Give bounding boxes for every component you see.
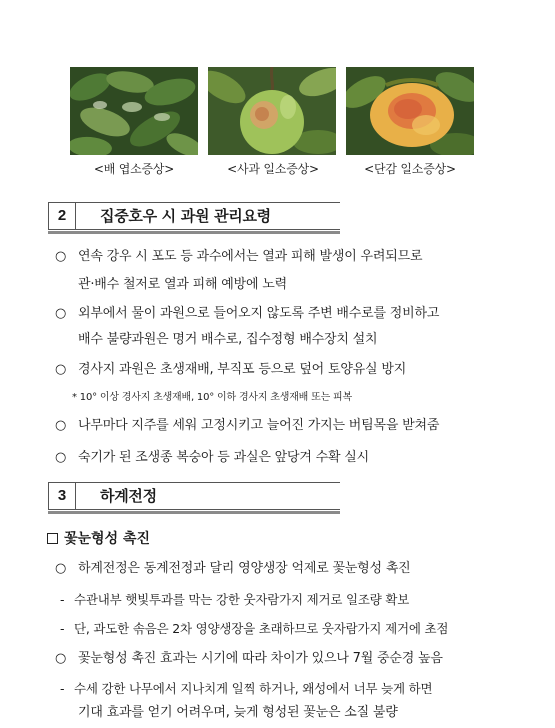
pear-leaf-photo bbox=[70, 67, 198, 155]
dash-mark: - bbox=[60, 592, 65, 607]
section-3-header bbox=[48, 482, 340, 512]
section-underline bbox=[48, 511, 340, 514]
dash-item bbox=[60, 676, 432, 702]
list-item-text: 외부에서 물이 과원으로 들어오지 않도록 주변 배수로를 정비하고 bbox=[78, 306, 440, 321]
dash-mark: - bbox=[60, 681, 65, 696]
section-underline bbox=[48, 231, 340, 234]
persimmon-sunburn-photo bbox=[346, 67, 474, 155]
subheading bbox=[47, 528, 150, 548]
dash-item bbox=[60, 616, 448, 642]
section-title: 집중호우 시 과원 관리요령 bbox=[76, 202, 340, 230]
list-item-text: 나무마다 지주를 세워 고정시키고 늘어진 가지는 버팀목을 받쳐줌 bbox=[78, 418, 440, 433]
dash-item-text: 단, 과도한 솎음은 2차 영양생장을 초래하므로 웃자람가지 제거에 초점 bbox=[74, 621, 449, 636]
subheading-text: 꽃눈형성 촉진 bbox=[64, 531, 151, 547]
dash-item-text: 수세 강한 나무에서 지나치게 일찍 하거나, 왜성에서 너무 늦게 하면 bbox=[74, 681, 433, 696]
bullet-circle-icon: ○ bbox=[55, 249, 67, 264]
bullet-circle-icon: ○ bbox=[55, 306, 67, 321]
list-item-text: 꽃눈형성 촉진 효과는 시기에 따라 차이가 있으나 7월 중순경 높음 bbox=[78, 651, 443, 666]
dash-item-text: 수관내부 햇빛투과를 막는 강한 웃자람가지 제거로 일조량 확보 bbox=[74, 592, 410, 607]
checkbox-square-icon bbox=[47, 533, 58, 544]
footnote: * 10° 이상 경사지 초생재배, 10° 이하 경사지 초생재배 또는 피복 bbox=[72, 392, 352, 403]
list-item-text: 경사지 과원은 초생재배, 부직포 등으로 덮어 토양유실 방지 bbox=[78, 362, 407, 377]
list-item-text: 숙기가 된 조생종 복숭아 등 과실은 앞당겨 수확 실시 bbox=[78, 450, 369, 465]
bullet-circle-icon: ○ bbox=[55, 450, 67, 465]
section-2-header bbox=[48, 202, 340, 232]
section-title: 하계전정 bbox=[76, 482, 340, 510]
photo-caption-persimmon: <단감 일소증상> bbox=[364, 162, 456, 176]
list-item-text: 관·배수 철저로 열과 피해 예방에 노력 bbox=[78, 277, 287, 292]
dash-item-continuation: 기대 효과를 얻기 어려우며, 늦게 형성된 꽃눈은 소질 불량 bbox=[78, 705, 398, 720]
list-item-text: 하계전정은 동계전정과 달리 영양생장 억제로 꽃눈형성 촉진 bbox=[78, 561, 411, 576]
list-item-text: 배수 불량과원은 명거 배수로, 집수정형 배수장치 설치 bbox=[78, 332, 378, 347]
section-number: 3 bbox=[48, 482, 76, 510]
list-item-text: 연속 강우 시 포도 등 과수에서는 열과 피해 발생이 우려되므로 bbox=[78, 249, 423, 264]
dash-item bbox=[60, 587, 409, 613]
photo-caption-apple: <사과 일소증상> bbox=[227, 162, 319, 176]
section-number: 2 bbox=[48, 202, 76, 230]
bullet-circle-icon: ○ bbox=[55, 651, 67, 666]
bullet-circle-icon: ○ bbox=[55, 418, 67, 433]
bullet-circle-icon: ○ bbox=[55, 362, 67, 377]
bullet-circle-icon: ○ bbox=[55, 561, 67, 576]
photo-caption-pear: <배 엽소증상> bbox=[93, 162, 175, 176]
apple-sunburn-photo bbox=[208, 67, 336, 155]
dash-mark: - bbox=[60, 621, 65, 636]
